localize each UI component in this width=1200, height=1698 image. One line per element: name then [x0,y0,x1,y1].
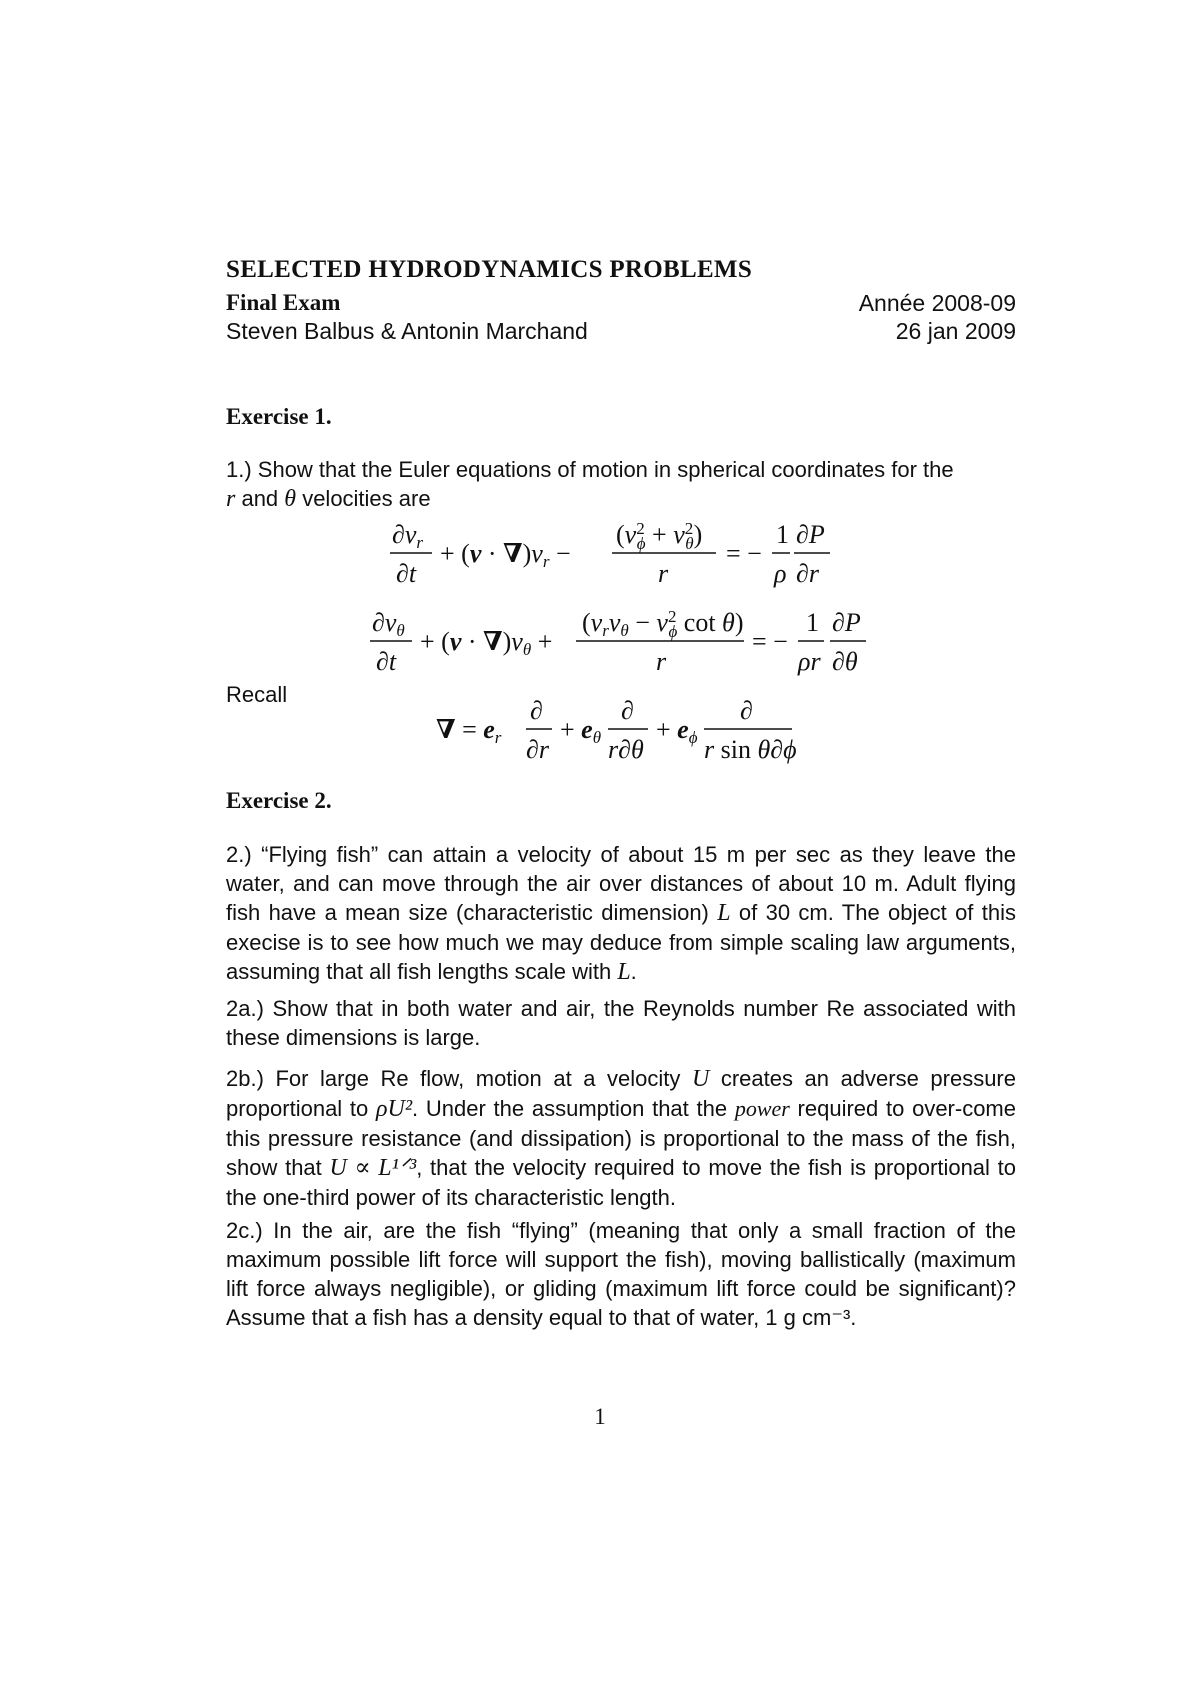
svg-text:ρr: ρr [798,647,821,676]
svg-text:∂t: ∂t [376,647,397,676]
header-row-1 [226,290,1016,317]
exercise-2b [226,1064,1016,1212]
exercise-2-heading: Exercise 2. [226,788,332,813]
svg-text:∂vr: ∂vr [392,520,424,552]
p3-text-b: creates an adverse pressure proportional to [226,1066,1016,1121]
svg-text:(vrvθ − v2ϕ cot θ): ($vrv\theta - v^2$ ϕ cot θ) [582,608,744,641]
authors: Steven Balbus & Antonin Marchand [226,318,588,344]
recall-label: Recall [226,682,288,707]
p3-text-e: , that the velocity required to move the fish is proportional to the one-third power of its characteristic length. [226,1155,1016,1210]
academic-year: Année 2008-09 [858,290,1016,316]
euler-equation-r [0,520,1200,590]
page-number: 1 [594,1404,606,1429]
emph-power: power [734,1096,790,1121]
exercise-2-paragraph-1 [226,840,1016,987]
svg-text:1: 1 [776,520,789,549]
svg-text:∂r: ∂r [526,735,549,764]
svg-text:r∂θ: r∂θ [608,735,644,764]
svg-text:∂t: ∂t [396,559,417,588]
exercise-2a-text: 2a.) Show that in both water and air, the Reynolds number Re associated with these dimensions is large. [226,996,1016,1050]
p3-text-c: . Under the assumption that the [412,1096,735,1121]
svg-text:+ (v · ∇)vθ +: + (v · ∇)vθ + [420,627,553,659]
exam-subtitle: Final Exam [226,290,341,315]
svg-text:+ (v · ∇)vr −: + (v · ∇)vr − [440,539,571,571]
svg-text:∂θ: ∂θ [832,647,858,676]
svg-text:∂P: ∂P [796,520,825,549]
p1-text-c: . [630,959,637,984]
svg-text:r sin θ∂ϕ: r sin θ∂ϕ [704,735,797,764]
nabla-definition [0,696,1200,766]
svg-text:r: r [658,559,669,588]
var-U: U [691,1066,710,1092]
svg-text:∂: ∂ [740,696,753,725]
text-velocities: velocities are [296,486,431,511]
exercise-1-question [226,455,1016,514]
expr-rho-U2: ρU² [376,1096,413,1122]
exam-date: 26 jan 2009 [895,318,1016,344]
p3-text-a: 2b.) For large Re flow, motion at a velocity [226,1066,692,1091]
var-theta: θ [284,486,297,512]
svg-text:ρ: ρ [774,559,787,588]
p1-text-b: of 30 cm. The object of this execise is to see how much we may deduce from simple scaling law arguments, assuming that all fish lengths scale with [226,900,1016,984]
var-r: r [226,486,236,512]
svg-text:∂: ∂ [530,696,543,725]
svg-text:(v2ϕ + v2θ): ($v^2$ $\phi + v^2$ θ) [616,520,703,553]
text-and: and [235,486,285,511]
svg-text:r: r [656,647,667,676]
question-1-line-2 [226,484,1016,514]
header-row-2 [226,318,1016,345]
p3-text-d: required to over-come this pressure resistance (and dissipation) is proportional to the mass of the fish, show that [226,1096,1016,1180]
svg-text:= −: = − [752,627,788,656]
exercise-1-heading: Exercise 1. [226,404,332,429]
exercise-2c [226,1216,1016,1332]
question-1-line-1: 1.) Show that the Euler equations of motion in spherical coordinates for the [226,457,954,482]
exercise-2a [226,994,1016,1052]
svg-text:= −: = − [726,539,762,568]
svg-text:∂P: ∂P [832,608,861,637]
euler-equation-theta [0,608,1200,678]
svg-text:∇ = er: ∇ = er [436,715,502,747]
exercise-2-intro [226,840,1016,987]
exercise-2c-text: 2c.) In the air, are the fish “flying” (meaning that only a small fraction of the maximum possible lift force will support the fish), moving ballistically (maximum lift force always negligible), or gliding (maximum lift force could be significant)? Assume that a fish has a density equal to that of water, 1 g cm⁻³. [226,1218,1016,1330]
var-L: L [717,900,731,926]
p1-text-a: 2.) “Flying fish” can attain a velocity of about 15 m per sec as they leave the water, and can move through the air over distances of about 10 m. Adult flying fish have a mean size (characteristic dimension) [226,842,1016,925]
svg-text:1: 1 [806,608,819,637]
svg-text:∂r: ∂r [796,559,819,588]
svg-text:∂: ∂ [621,696,634,725]
svg-text:+ eϕ: + eϕ [656,715,698,747]
svg-text:+ eθ: + eθ [560,715,602,747]
svg-text:∂vθ: ∂vθ [372,608,405,640]
document-title: SELECTED HYDRODYNAMICS PROBLEMS [226,256,753,283]
expr-U-proportional-L: U ∝ L¹ᐟ³ [329,1155,417,1181]
exercise-2b-text [226,1064,1016,1212]
var-L-2: L [617,959,631,985]
